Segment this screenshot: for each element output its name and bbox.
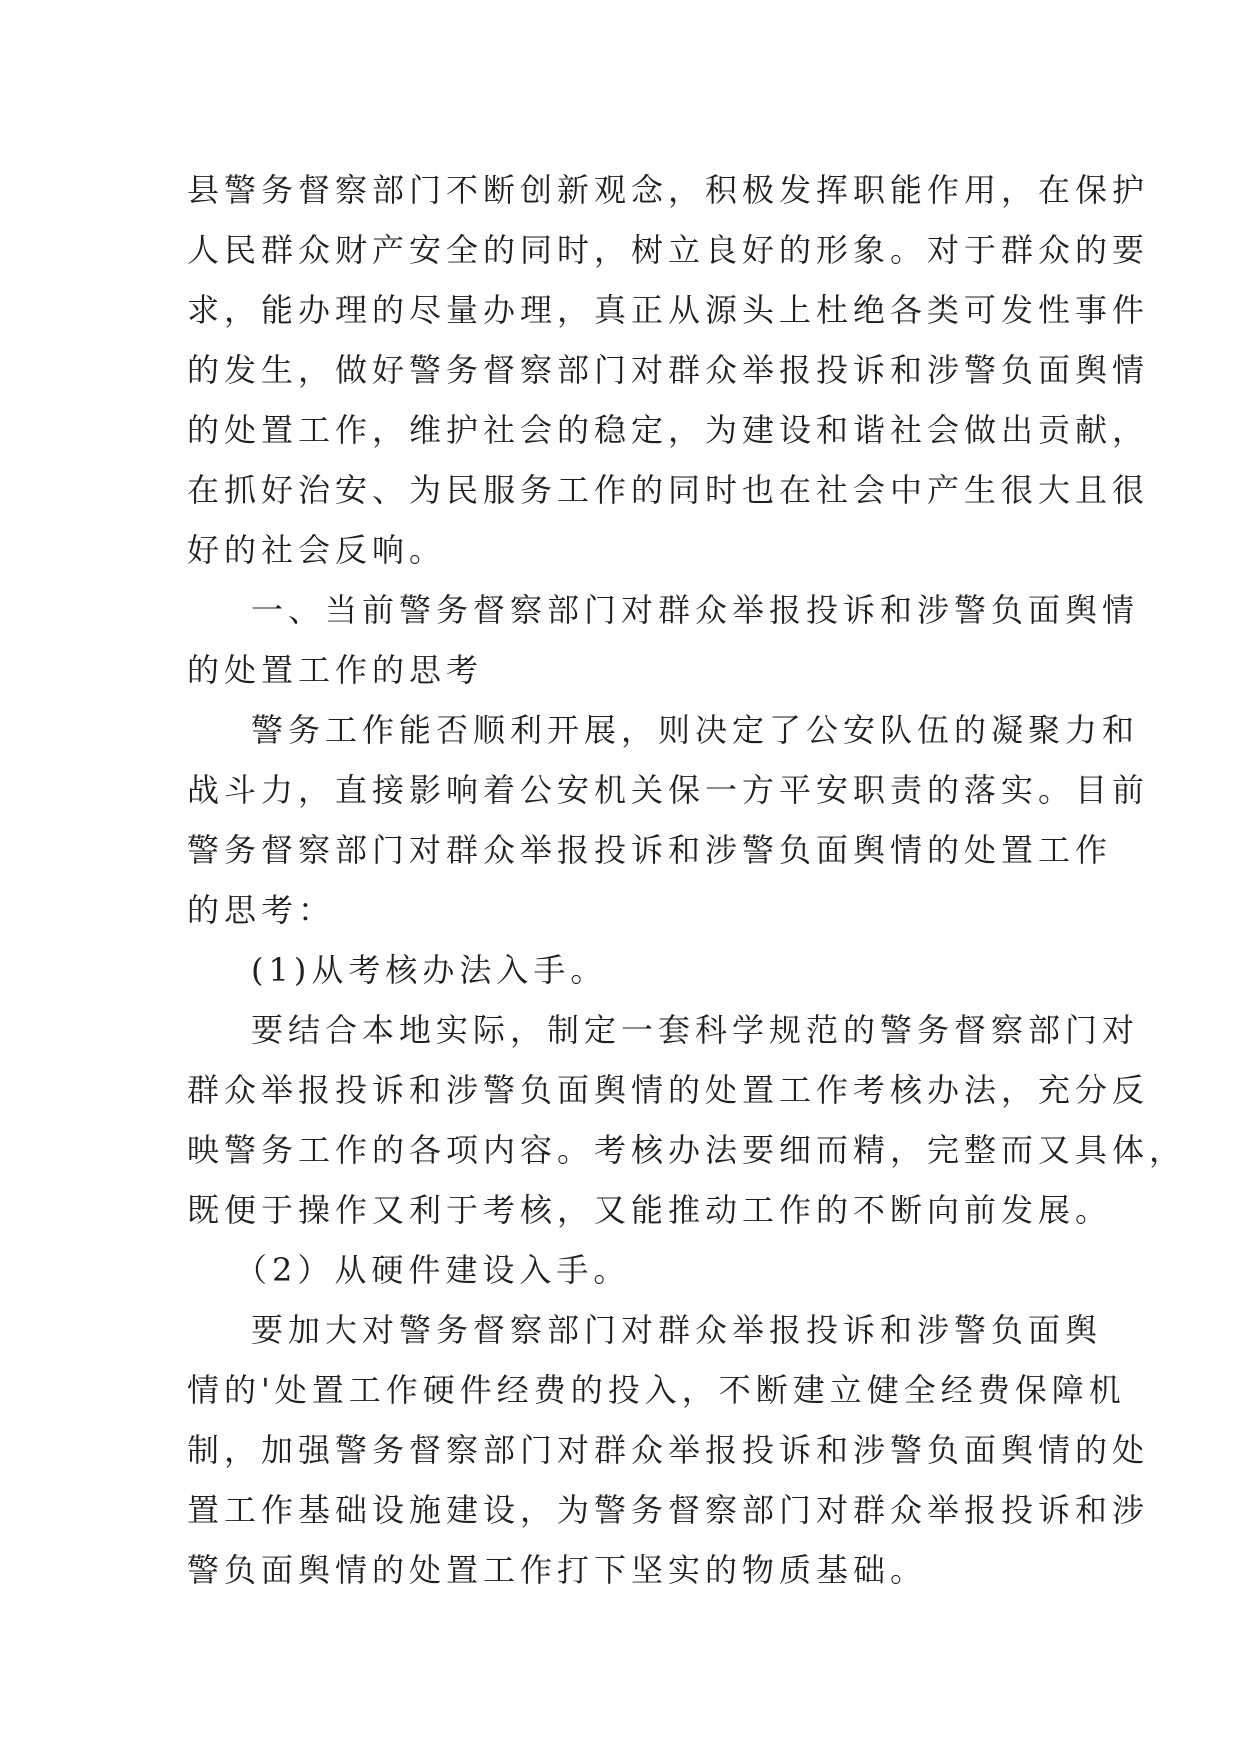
body-line: 的思考： xyxy=(187,891,336,929)
body-line: 警负面舆情的处置工作打下坚实的物质基础。 xyxy=(187,1551,928,1589)
body-line: 县警务督察部门不断创新观念，积极发挥职能作用，在保护 xyxy=(187,171,1150,209)
body-line: 情的'处置工作硬件经费的投入，不断建立健全经费保障机 xyxy=(187,1371,1126,1409)
body-line: 的发生，做好警务督察部门对群众举报投诉和涉警负面舆情 xyxy=(187,351,1150,389)
body-line: 人民群众财产安全的同时，树立良好的形象。对于群众的要 xyxy=(187,231,1150,269)
body-line: 警务工作能否顺利开展，则决定了公安队伍的凝聚力和 xyxy=(251,711,1140,749)
section-heading-line: 的处置工作的思考 xyxy=(187,651,484,689)
section-heading-line: 一、当前警务督察部门对群众举报投诉和涉警负面舆情 xyxy=(251,591,1140,629)
body-line: 要加大对警务督察部门对群众举报投诉和涉警负面舆 xyxy=(251,1311,1103,1349)
body-line: 要结合本地实际，制定一套科学规范的警务督察部门对 xyxy=(251,1011,1140,1049)
body-line: 既便于操作又利于考核，又能推动工作的不断向前发展。 xyxy=(187,1191,1113,1229)
body-line: 群众举报投诉和涉警负面舆情的处置工作考核办法，充分反 xyxy=(187,1071,1150,1109)
body-line: 制，加强警务督察部门对群众举报投诉和涉警负面舆情的处 xyxy=(187,1431,1150,1469)
body-line: 好的社会反响。 xyxy=(187,531,447,569)
body-line: 映警务工作的各项内容。考核办法要细而精，完整而又具体， xyxy=(187,1131,1187,1169)
subheading-line: (1)从考核办法入手。 xyxy=(251,951,608,989)
body-line: 警务督察部门对群众举报投诉和涉警负面舆情的处置工作 xyxy=(187,831,1113,869)
body-line: 置工作基础设施建设，为警务督察部门对群众举报投诉和涉 xyxy=(187,1491,1150,1529)
subheading-line: （2）从硬件建设入手。 xyxy=(235,1251,631,1289)
document-body xyxy=(187,160,1187,1600)
body-line: 的处置工作，维护社会的稳定，为建设和谐社会做出贡献， xyxy=(187,411,1150,449)
body-line: 在抓好治安、为民服务工作的同时也在社会中产生很大且很 xyxy=(187,471,1150,509)
body-line: 战斗力，直接影响着公安机关保一方平安职责的落实。目前 xyxy=(187,771,1150,809)
body-line: 求，能办理的尽量办理，真正从源头上杜绝各类可发性事件 xyxy=(187,291,1150,329)
